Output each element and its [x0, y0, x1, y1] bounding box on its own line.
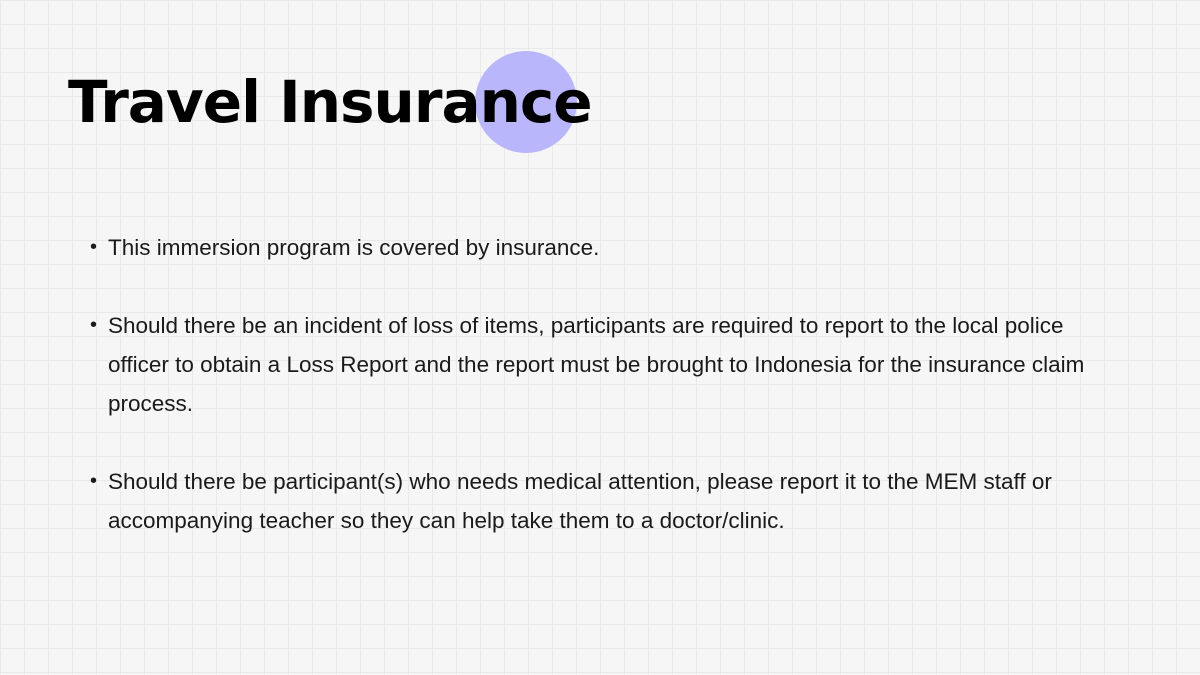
slide-title: Travel Insurance [68, 68, 592, 136]
bullet-item [90, 306, 1090, 423]
bullet-item [90, 462, 1090, 540]
bullet-list [90, 228, 1090, 579]
bullet-text: This immersion program is covered by insurance. [108, 235, 600, 260]
bullet-item [90, 228, 1090, 267]
bullet-marker: • [90, 470, 98, 492]
bullet-text: Should there be participant(s) who needs medical attention, please report it to the MEM staff or accompanying teacher so they can help take them to a doctor/clinic. [108, 469, 1052, 533]
bullet-text: Should there be an incident of loss of items, participants are required to report to the local police officer to obtain a Loss Report and the report must be brought to Indonesia for the insurance claim process. [108, 313, 1085, 416]
bullet-marker: • [90, 236, 98, 258]
bullet-marker: • [90, 314, 98, 336]
